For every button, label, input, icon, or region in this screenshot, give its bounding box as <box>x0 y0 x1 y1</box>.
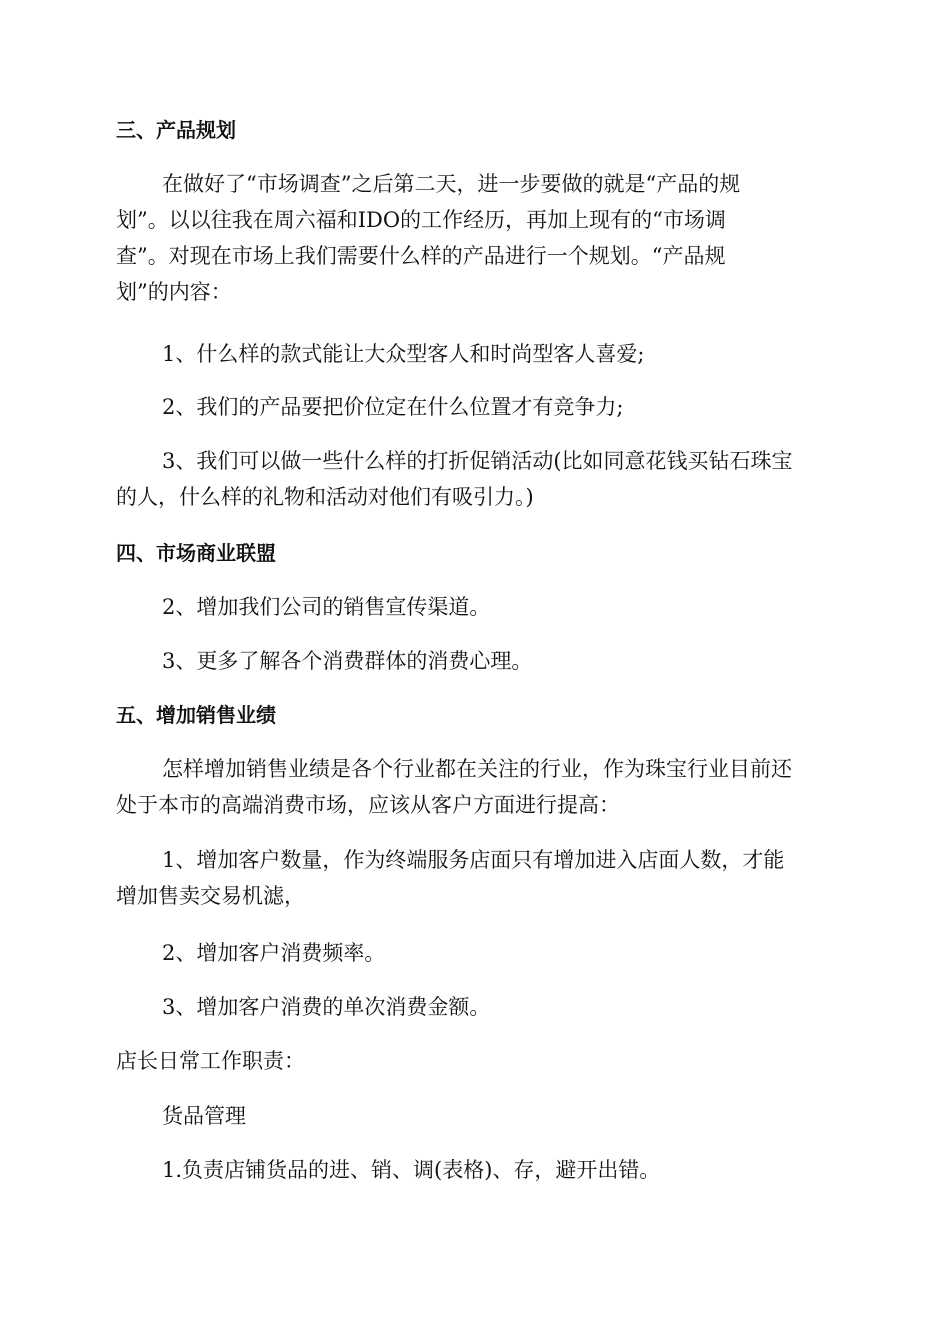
text-line: 在做好了“市场调查”之后第二天，进一步要做的就是“产品的规 <box>162 172 741 196</box>
paragraph-product-planning-intro <box>116 166 836 310</box>
list-item: 1、什么样的款式能让大众型客人和时尚型客人喜爱; <box>162 342 645 366</box>
text-line: 划”。以以往我在周六福和IDO的工作经历，再加上现有的“市场调 <box>116 208 726 232</box>
section-heading-manager-duties: 店长日常工作职责： <box>116 1049 305 1073</box>
text-line: 怎样增加销售业绩是各个行业都在关注的行业，作为珠宝行业目前还 <box>162 757 792 781</box>
text-line: 划”的内容： <box>116 280 232 304</box>
list-item: 2、增加我们公司的销售宣传渠道。 <box>162 595 491 619</box>
list-item: 2、我们的产品要把价位定在什么位置才有竞争力; <box>162 395 624 419</box>
subheading-goods-management: 货品管理 <box>162 1104 246 1128</box>
list-item: 1.负责店铺货品的进、销、调(表格)、存，避开出错。 <box>162 1158 661 1182</box>
section-heading-market-alliance: 四、市场商业联盟 <box>116 541 276 565</box>
text-line: 查”。对现在市场上我们需要什么样的产品进行一个规划。“产品规 <box>116 244 726 268</box>
text-line: 增加售卖交易机滤， <box>116 884 305 908</box>
list-item <box>116 443 836 515</box>
text-line: 1、增加客户数量，作为终端服务店面只有增加进入店面人数，才能 <box>162 848 785 872</box>
list-item <box>116 842 836 914</box>
section-heading-product-planning: 三、产品规划 <box>116 118 236 142</box>
paragraph-sales-growth-intro <box>116 751 836 823</box>
text-line: 3、我们可以做一些什么样的打折促销活动(比如同意花钱买钻石珠宝 <box>162 449 793 473</box>
list-item: 2、增加客户消费频率。 <box>162 941 386 965</box>
list-item: 3、增加客户消费的单次消费金额。 <box>162 995 491 1019</box>
text-line: 的人，什么样的礼物和活动对他们有吸引力。) <box>116 485 534 509</box>
text-line: 处于本市的高端消费市场，应该从客户方面进行提高： <box>116 793 620 817</box>
list-item: 3、更多了解各个消费群体的消费心理。 <box>162 649 533 673</box>
section-heading-sales-growth: 五、增加销售业绩 <box>116 703 276 727</box>
